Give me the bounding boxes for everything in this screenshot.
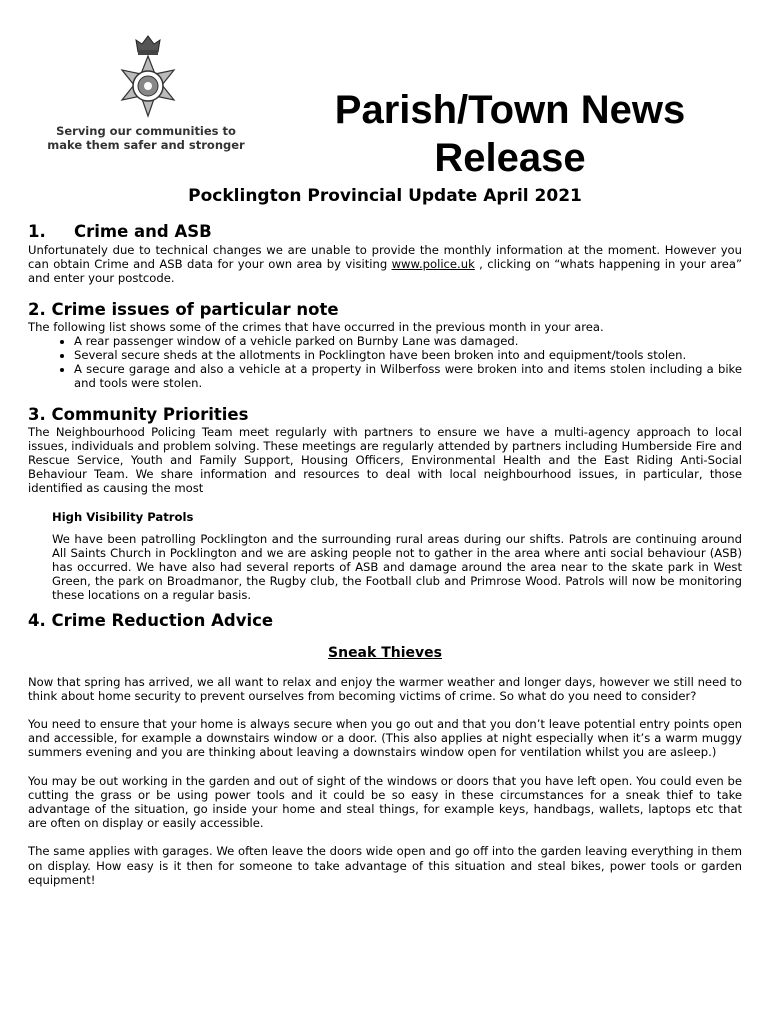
section-3-paragraph: The Neighbourhood Policing Team meet regularly with partners to ensure we have a multi-agency approach to local issues, individuals and problem solving. These meetings are regularly attended by partners including Humberside Fire and Rescue Service, Youth and Family Support, Housing Officers, Environmental Health and the East Riding Anti-Social Behaviour Team. We share information and resources to deal with local neighbourhood issues, in particular, those identified as causing the most	[28, 424, 742, 496]
police-badge-icon	[98, 30, 198, 130]
slogan-line-1: Serving our communities to	[56, 124, 236, 138]
slogan	[46, 124, 246, 152]
section-3-heading: 3. Community Priorities	[28, 404, 249, 424]
section-1-number: 1.	[28, 222, 46, 241]
advice-paragraph-3: You may be out working in the garden and out of sight of the windows or doors that you have left open. You could even be cutting the grass or be using power tools and it could be so easy in these circumstances for a sneak thief to take advantage of the situation, go inside your home and steal things, for example keys, handbags, wallets, laptops etc that are often on display or easily accessible.	[28, 773, 742, 831]
page-subtitle: Pocklington Provincial Update April 2021	[188, 186, 582, 206]
title-line-1: Parish/Town News	[334, 88, 686, 132]
document-body	[28, 222, 742, 887]
section-1-paragraph	[28, 243, 742, 286]
section-1-text-b: , clicking on “whats happening in your area” and enter your postcode.	[28, 257, 742, 286]
page-title	[290, 86, 730, 182]
list-item: • Several secure sheds at the allotments in Pocklington have been broken into and equipment/tools stolen.	[74, 348, 742, 362]
section-1-title: Crime and ASB	[74, 222, 212, 241]
section-1-heading	[28, 222, 742, 242]
section-4-heading: 4. Crime Reduction Advice	[28, 610, 274, 630]
advice-paragraph-2: You need to ensure that your home is always secure when you go out and that you don’t leave potential entry points open and accessible, for example a downstairs window or a door. (This also applies at night especially when it’s a warm muggy summers evening and you are thinking about leaving a downstairs window open for ventilation whilst you are asleep.)	[28, 717, 742, 760]
police-uk-link[interactable]: www.police.uk	[391, 257, 475, 272]
title-line-2: Release	[434, 136, 586, 180]
section-2-intro: The following list shows some of the crimes that have occurred in the previous month in your area.	[28, 319, 604, 334]
crime-list	[28, 334, 742, 391]
sneak-thieves-heading: Sneak Thieves	[328, 644, 442, 661]
slogan-line-2: make them safer and stronger	[47, 138, 245, 152]
patrols-paragraph: We have been patrolling Pocklington and the surrounding rural areas during our shifts. Patrols are continuing around All Saints Church in Pocklington and we are asking people not to gather in the area where anti social behaviour (ASB) has occurred. We have also had several reports of ASB and damage around the area near to the skate park in West Green, the park on Broadmanor, the Rugby club, the Football club and Primrose Wood. Patrols will now be monitoring these locations on a regular basis.	[52, 531, 742, 603]
list-item: • A secure garage and also a vehicle at a property in Wilberfoss were broken into and items stolen including a bike and tools were stolen.	[74, 362, 742, 390]
advice-paragraph-1: Now that spring has arrived, we all want to relax and enjoy the warmer weather and longer days, however we still need to think about home security to prevent ourselves from becoming victims of crime. So what do you need to consider?	[28, 674, 742, 703]
list-item: • A rear passenger window of a vehicle parked on Burnby Lane was damaged.	[74, 334, 742, 348]
section-2-heading: 2. Crime issues of particular note	[28, 299, 339, 319]
advice-paragraph-4: The same applies with garages. We often leave the doors wide open and go off into the garden leaving everything in them on display. How easy is it then for someone to take advantage of this situation and steal bikes, power tools or garden equipment!	[28, 844, 742, 887]
section-1-text-a: Unfortunately due to technical changes we are unable to provide the monthly information at the moment. However you can obtain Crime and ASB data for your own area by visiting	[28, 243, 742, 272]
patrols-heading: High Visibility Patrols	[52, 509, 194, 524]
